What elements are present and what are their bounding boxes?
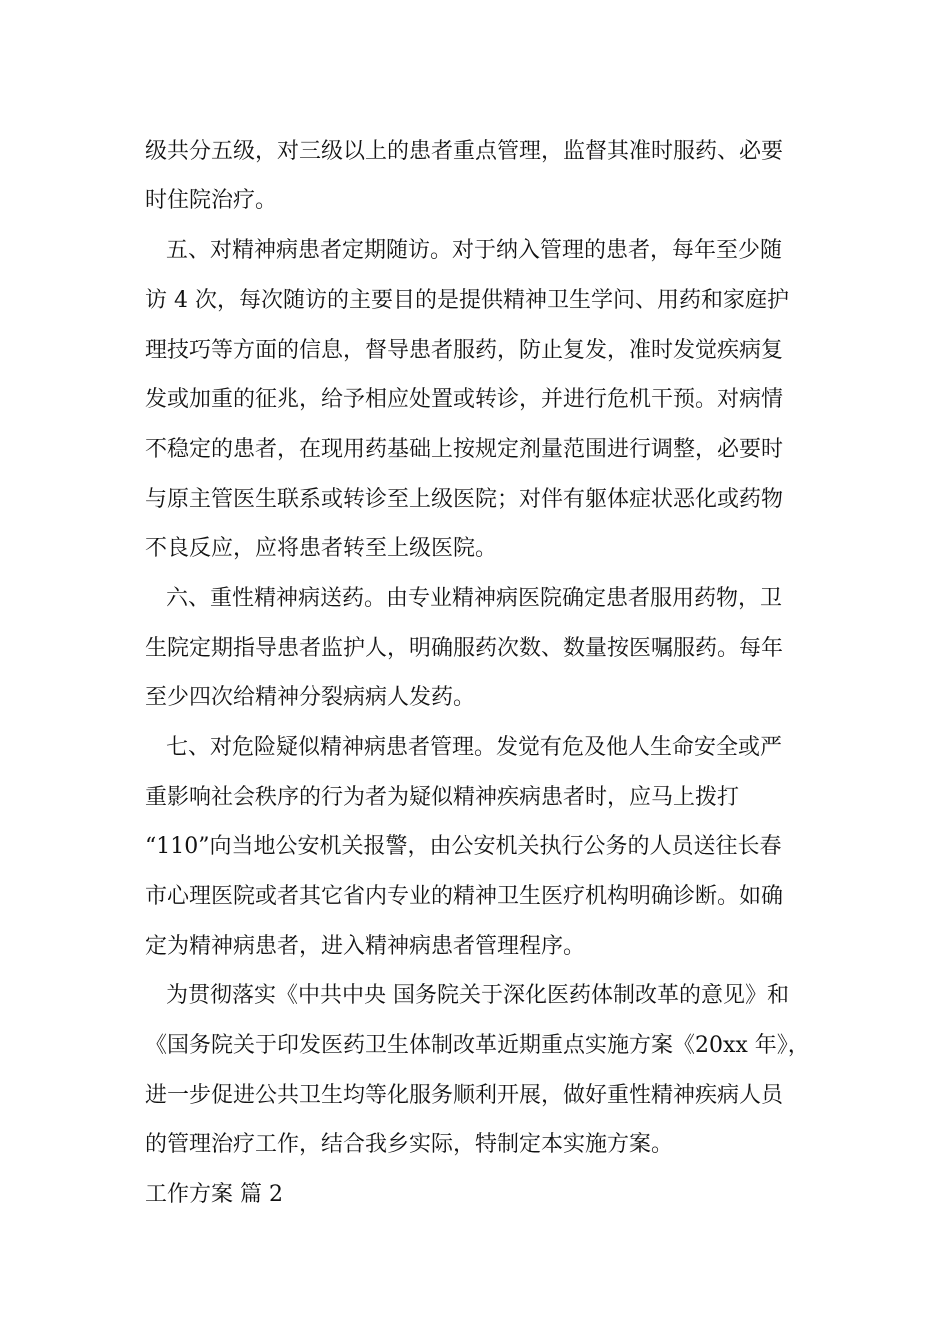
paragraph-line: 为贯彻落实《中共中央 国务院关于深化医药体制改革的意见》和 xyxy=(166,983,789,1008)
paragraph-line: 与原主管医生联系或转诊至上级医院；对伴有躯体症状恶化或药物 xyxy=(145,487,784,512)
paragraph-line: 级共分五级，对三级以上的患者重点管理，监督其准时服药、必要 xyxy=(145,139,784,164)
paragraph-line: 发或加重的征兆，给予相应处置或转诊，并进行危机干预。对病情 xyxy=(145,387,784,412)
paragraph-line: 七、对危险疑似精神病患者管理。发觉有危及他人生命安全或严 xyxy=(166,735,783,760)
paragraph-line: 六、重性精神病送药。由专业精神病医院确定患者服用药物，卫 xyxy=(166,586,783,611)
paragraph-line: 生院定期指导患者监护人，明确服药次数、数量按医嘱服药。每年 xyxy=(145,636,784,661)
paragraph-line: “110”向当地公安机关报警，由公安机关执行公务的人员送往长春 xyxy=(145,834,782,859)
paragraph-line: 至少四次给精神分裂病病人发药。 xyxy=(145,685,476,710)
paragraph-line: 理技巧等方面的信息，督导患者服药，防止复发，准时发觉疾病复 xyxy=(145,338,784,363)
paragraph-line: 访 4 次，每次随访的主要目的是提供精神卫生学问、用药和家庭护 xyxy=(145,288,789,313)
paragraph-line: 不良反应，应将患者转至上级医院。 xyxy=(145,536,498,561)
paragraph-line: 五、对精神病患者定期随访。对于纳入管理的患者，每年至少随 xyxy=(166,238,783,263)
paragraph-line: 定为精神病患者，进入精神病患者管理程序。 xyxy=(145,934,586,959)
paragraph-line: 的管理治疗工作，结合我乡实际，特制定本实施方案。 xyxy=(145,1132,674,1157)
paragraph-line: 进一步促进公共卫生均等化服务顺利开展，做好重性精神疾病人员 xyxy=(145,1083,784,1108)
paragraph-line: 《国务院关于印发医药卫生体制改革近期重点实施方案《20xx 年》， xyxy=(145,1033,810,1058)
paragraph-line: 重影响社会秩序的行为者为疑似精神疾病患者时，应马上拨打 xyxy=(145,785,740,810)
section-heading: 工作方案 篇 2 xyxy=(145,1182,283,1207)
paragraph-line: 市心理医院或者其它省内专业的精神卫生医疗机构明确诊断。如确 xyxy=(145,884,784,909)
paragraph-line: 不稳定的患者，在现用药基础上按规定剂量范围进行调整，必要时 xyxy=(145,437,784,462)
paragraph-line: 时住院治疗。 xyxy=(145,188,278,213)
